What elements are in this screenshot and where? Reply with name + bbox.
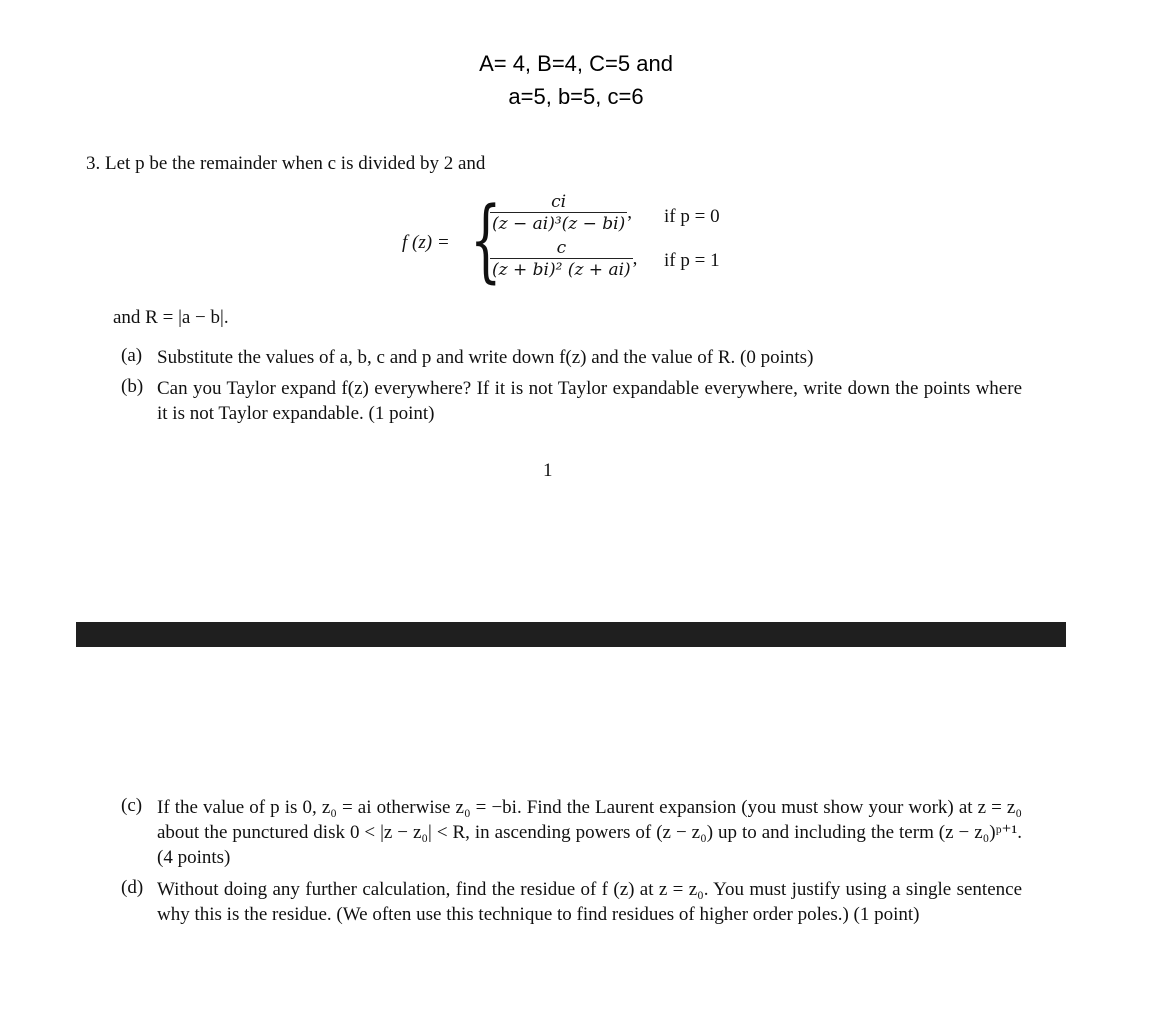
header-line-2: a=5, b=5, c=6: [508, 84, 644, 109]
case1-fraction: $\frac{ci}{\text{(z − ai)³(z − bi)}}$ ,: [492, 192, 633, 234]
part-d-label: (d): [121, 877, 144, 898]
case2-denominator: (z + bi)² (z + ai): [492, 260, 631, 280]
part-d-text: Without doing any further calculation, find the residue of f (z) at z = z₀. You must justify using a single sentence why this is the residue. (We often use this technique to find residues of higher order poles.) (1 point): [157, 879, 1022, 925]
part-c-label: (c): [121, 795, 143, 816]
page-number: 1: [543, 460, 553, 481]
page-divider: [76, 622, 1066, 647]
case1-condition: if p = 0: [664, 206, 720, 227]
part-b-text: Can you Taylor expand f(z) everywhere? If it is not Taylor expandable everywhere, write down the points where it is not Taylor expandable. (1 point): [157, 378, 1022, 424]
part-a-text: Substitute the values of a, b, c and p and write down f(z) and the value of R. (0 points): [157, 347, 814, 368]
case1-numerator: ci: [551, 192, 567, 212]
header-line-1: A= 4, B=4, C=5 and: [479, 51, 673, 76]
problem-intro: 3. Let p be the remainder when c is divided by 2 and: [86, 153, 486, 174]
part-a-label: (a): [121, 345, 143, 366]
brace-symbol: {: [470, 188, 502, 293]
fz-label: f (z) =: [402, 232, 450, 253]
case2-numerator: c: [556, 238, 567, 258]
case1-denominator: (z − ai)³(z − bi): [492, 214, 626, 234]
part-b-label: (b): [121, 376, 144, 397]
r-definition: and R = |a − b|.: [113, 307, 229, 328]
case2-fraction: $\frac{c}{\text{(z + bi)² (z + ai)}}$ ,: [492, 238, 638, 280]
part-c-text: If the value of p is 0, z₀ = ai otherwise z₀ = −bi. Find the Laurent expansion (you must show your work) at z = z₀ about the punctured disk 0 < |z − z₀| < R, in ascending powers of (z − z₀) up to and including the term (z − z₀)ᵖ⁺¹. (4 points): [157, 797, 1022, 868]
case2-condition: if p = 1: [664, 250, 720, 271]
